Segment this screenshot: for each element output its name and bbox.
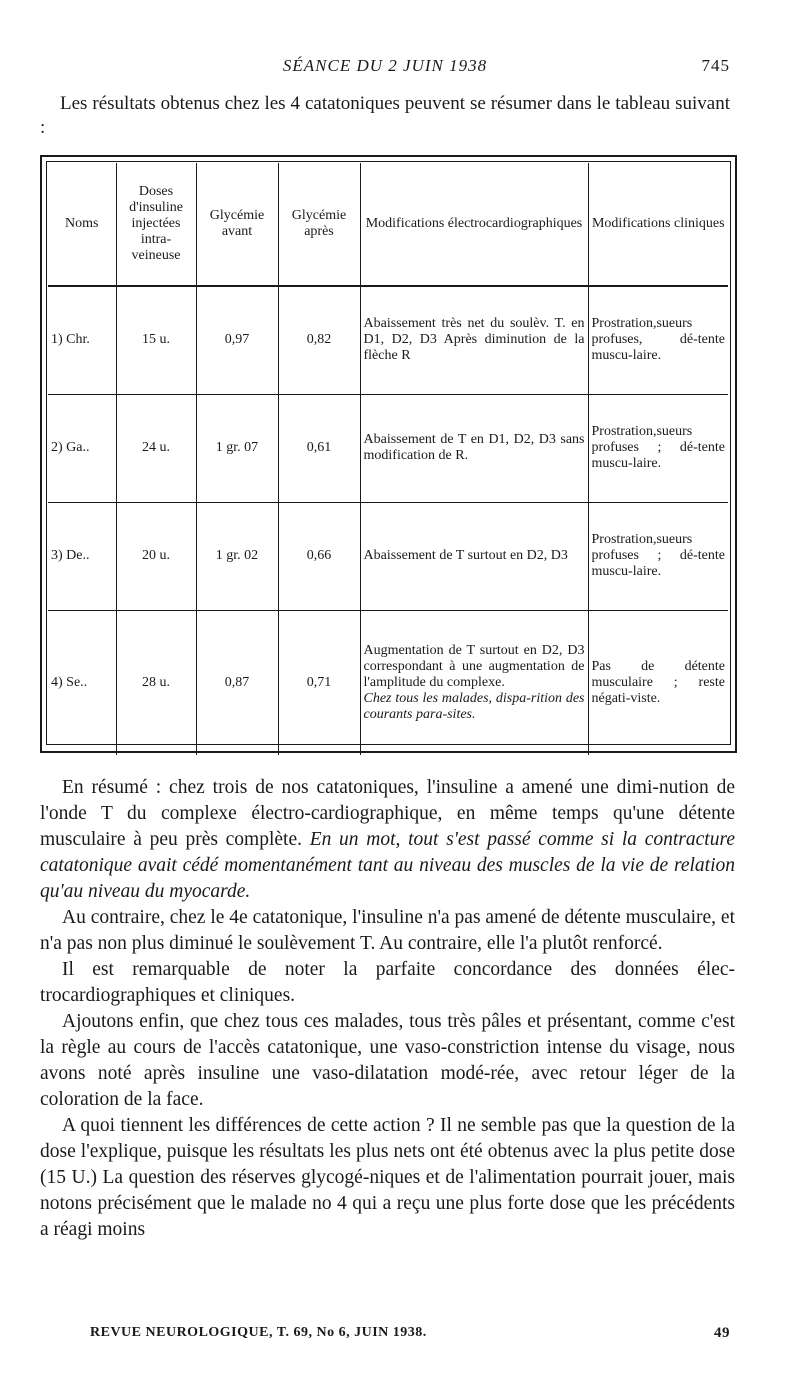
cell-ecg-note: Chez tous les malades, dispa-rition des courants para-sites. (363, 690, 585, 722)
summary-text: En résumé : chez trois de nos catatoniques, l'insuline a amené une dimi-nution de l'onde T du complexe électro-cardiographique, en même temps qu'une détente musculaire à peu près complète. (40, 777, 735, 850)
cell-ecg: Augmentation de T surtout en D2, D3 correspondant à une augmentation de l'amplitude du complexe. (363, 642, 585, 690)
header-modifications-ecg: Modifications électrocardiographiques (360, 163, 588, 286)
table-header-row (48, 163, 728, 286)
cell-nom: 1) Chr. (48, 286, 116, 394)
header-glycemie-apres: Glycémie après (278, 163, 360, 286)
paragraph: A quoi tiennent les différences de cette action ? Il ne semble pas que la question de la dose l'explique, puisque les résultats les plus nets ont été obtenus avec la plus petite dose (15 U.) La question des réserves glycogé-niques et de l'alimentation pourrait jouer, mais notons précisément que le malade no 4 qui a reçu une plus forte dose que les précédents a réagi moins (40, 1115, 735, 1240)
cell-clinique: Prostration,sueurs profuses ; dé-tente muscu-laire. (588, 502, 728, 610)
cell-ecg: Abaissement très net du soulèv. T. en D1, D2, D3 Après diminution de la flèche R (360, 286, 588, 394)
cell-glycemie-avant: 1 gr. 07 (196, 394, 278, 502)
header-modifications-cliniques: Modifications cliniques (588, 163, 728, 286)
cell-dose: 28 u. (116, 610, 196, 755)
header-title: SÉANCE DU 2 JUIN 1938 (282, 56, 488, 75)
cell-glycemie-avant: 0,97 (196, 286, 278, 394)
cell-dose: 24 u. (116, 394, 196, 502)
cell-glycemie-apres: 0,71 (278, 610, 360, 755)
header-glycemie-avant: Glycémie avant (196, 163, 278, 286)
results-table (48, 163, 728, 755)
cell-ecg: Abaissement de T en D1, D2, D3 sans modification de R. (360, 394, 588, 502)
cell-clinique: Prostration,sueurs profuses, dé-tente muscu-laire. (588, 286, 728, 394)
header-doses: Doses d'insuline injectées intra-veineuse (116, 163, 196, 286)
paragraph: Ajoutons enfin, que chez tous ces malades, tous très pâles et présentant, comme c'est la règle au cours de l'accès catatonique, une vaso-constriction intense du visage, nous avons noté après insuline une vaso-dilatation modé-rée, avec retour léger de la coloration de la face. (40, 1011, 735, 1110)
header-noms: Noms (48, 163, 116, 286)
cell-glycemie-apres: 0,66 (278, 502, 360, 610)
cell-ecg-group (360, 610, 588, 755)
paragraph: Il est remarquable de noter la parfaite concordance des données élec-trocardiographiques et cliniques. (40, 959, 735, 1006)
running-header (40, 56, 730, 80)
journal-reference: REVUE NEUROLOGIQUE, T. 69, No 6, JUIN 1938. (90, 1325, 427, 1340)
cell-dose: 15 u. (116, 286, 196, 394)
body-text (40, 775, 735, 1243)
table-row (48, 286, 728, 394)
page-footer (90, 1325, 730, 1347)
table-row (48, 610, 728, 755)
table-row (48, 394, 728, 502)
summary-italic: En un mot, tout s'est passé comme si la contracture catatonique avait cédé momentanément tant au niveau des muscles de la vie de relation qu'au niveau du myocarde. (40, 829, 735, 902)
page-number: 745 (701, 56, 730, 75)
results-table-frame (40, 155, 735, 753)
cell-nom: 3) De.. (48, 502, 116, 610)
cell-clinique: Pas de détente musculaire ; reste négati-viste. (588, 610, 728, 755)
cell-glycemie-apres: 0,82 (278, 286, 360, 394)
cell-glycemie-apres: 0,61 (278, 394, 360, 502)
intro-paragraph: Les résultats obtenus chez les 4 catatoniques peuvent se résumer dans le tableau suivant : (40, 93, 730, 138)
table-row (48, 502, 728, 610)
cell-nom: 2) Ga.. (48, 394, 116, 502)
paragraph-summary (40, 775, 735, 905)
cell-dose: 20 u. (116, 502, 196, 610)
cell-glycemie-avant: 1 gr. 02 (196, 502, 278, 610)
signature-number: 49 (714, 1325, 730, 1341)
cell-nom: 4) Se.. (48, 610, 116, 755)
cell-ecg: Abaissement de T surtout en D2, D3 (360, 502, 588, 610)
cell-clinique: Prostration,sueurs profuses ; dé-tente muscu-laire. (588, 394, 728, 502)
paragraph: Au contraire, chez le 4e catatonique, l'insuline n'a pas amené de détente musculaire, et n'a pas non plus diminué le soulèvement T. Au contraire, elle l'a plutôt renforcé. (40, 907, 735, 954)
cell-glycemie-avant: 0,87 (196, 610, 278, 755)
